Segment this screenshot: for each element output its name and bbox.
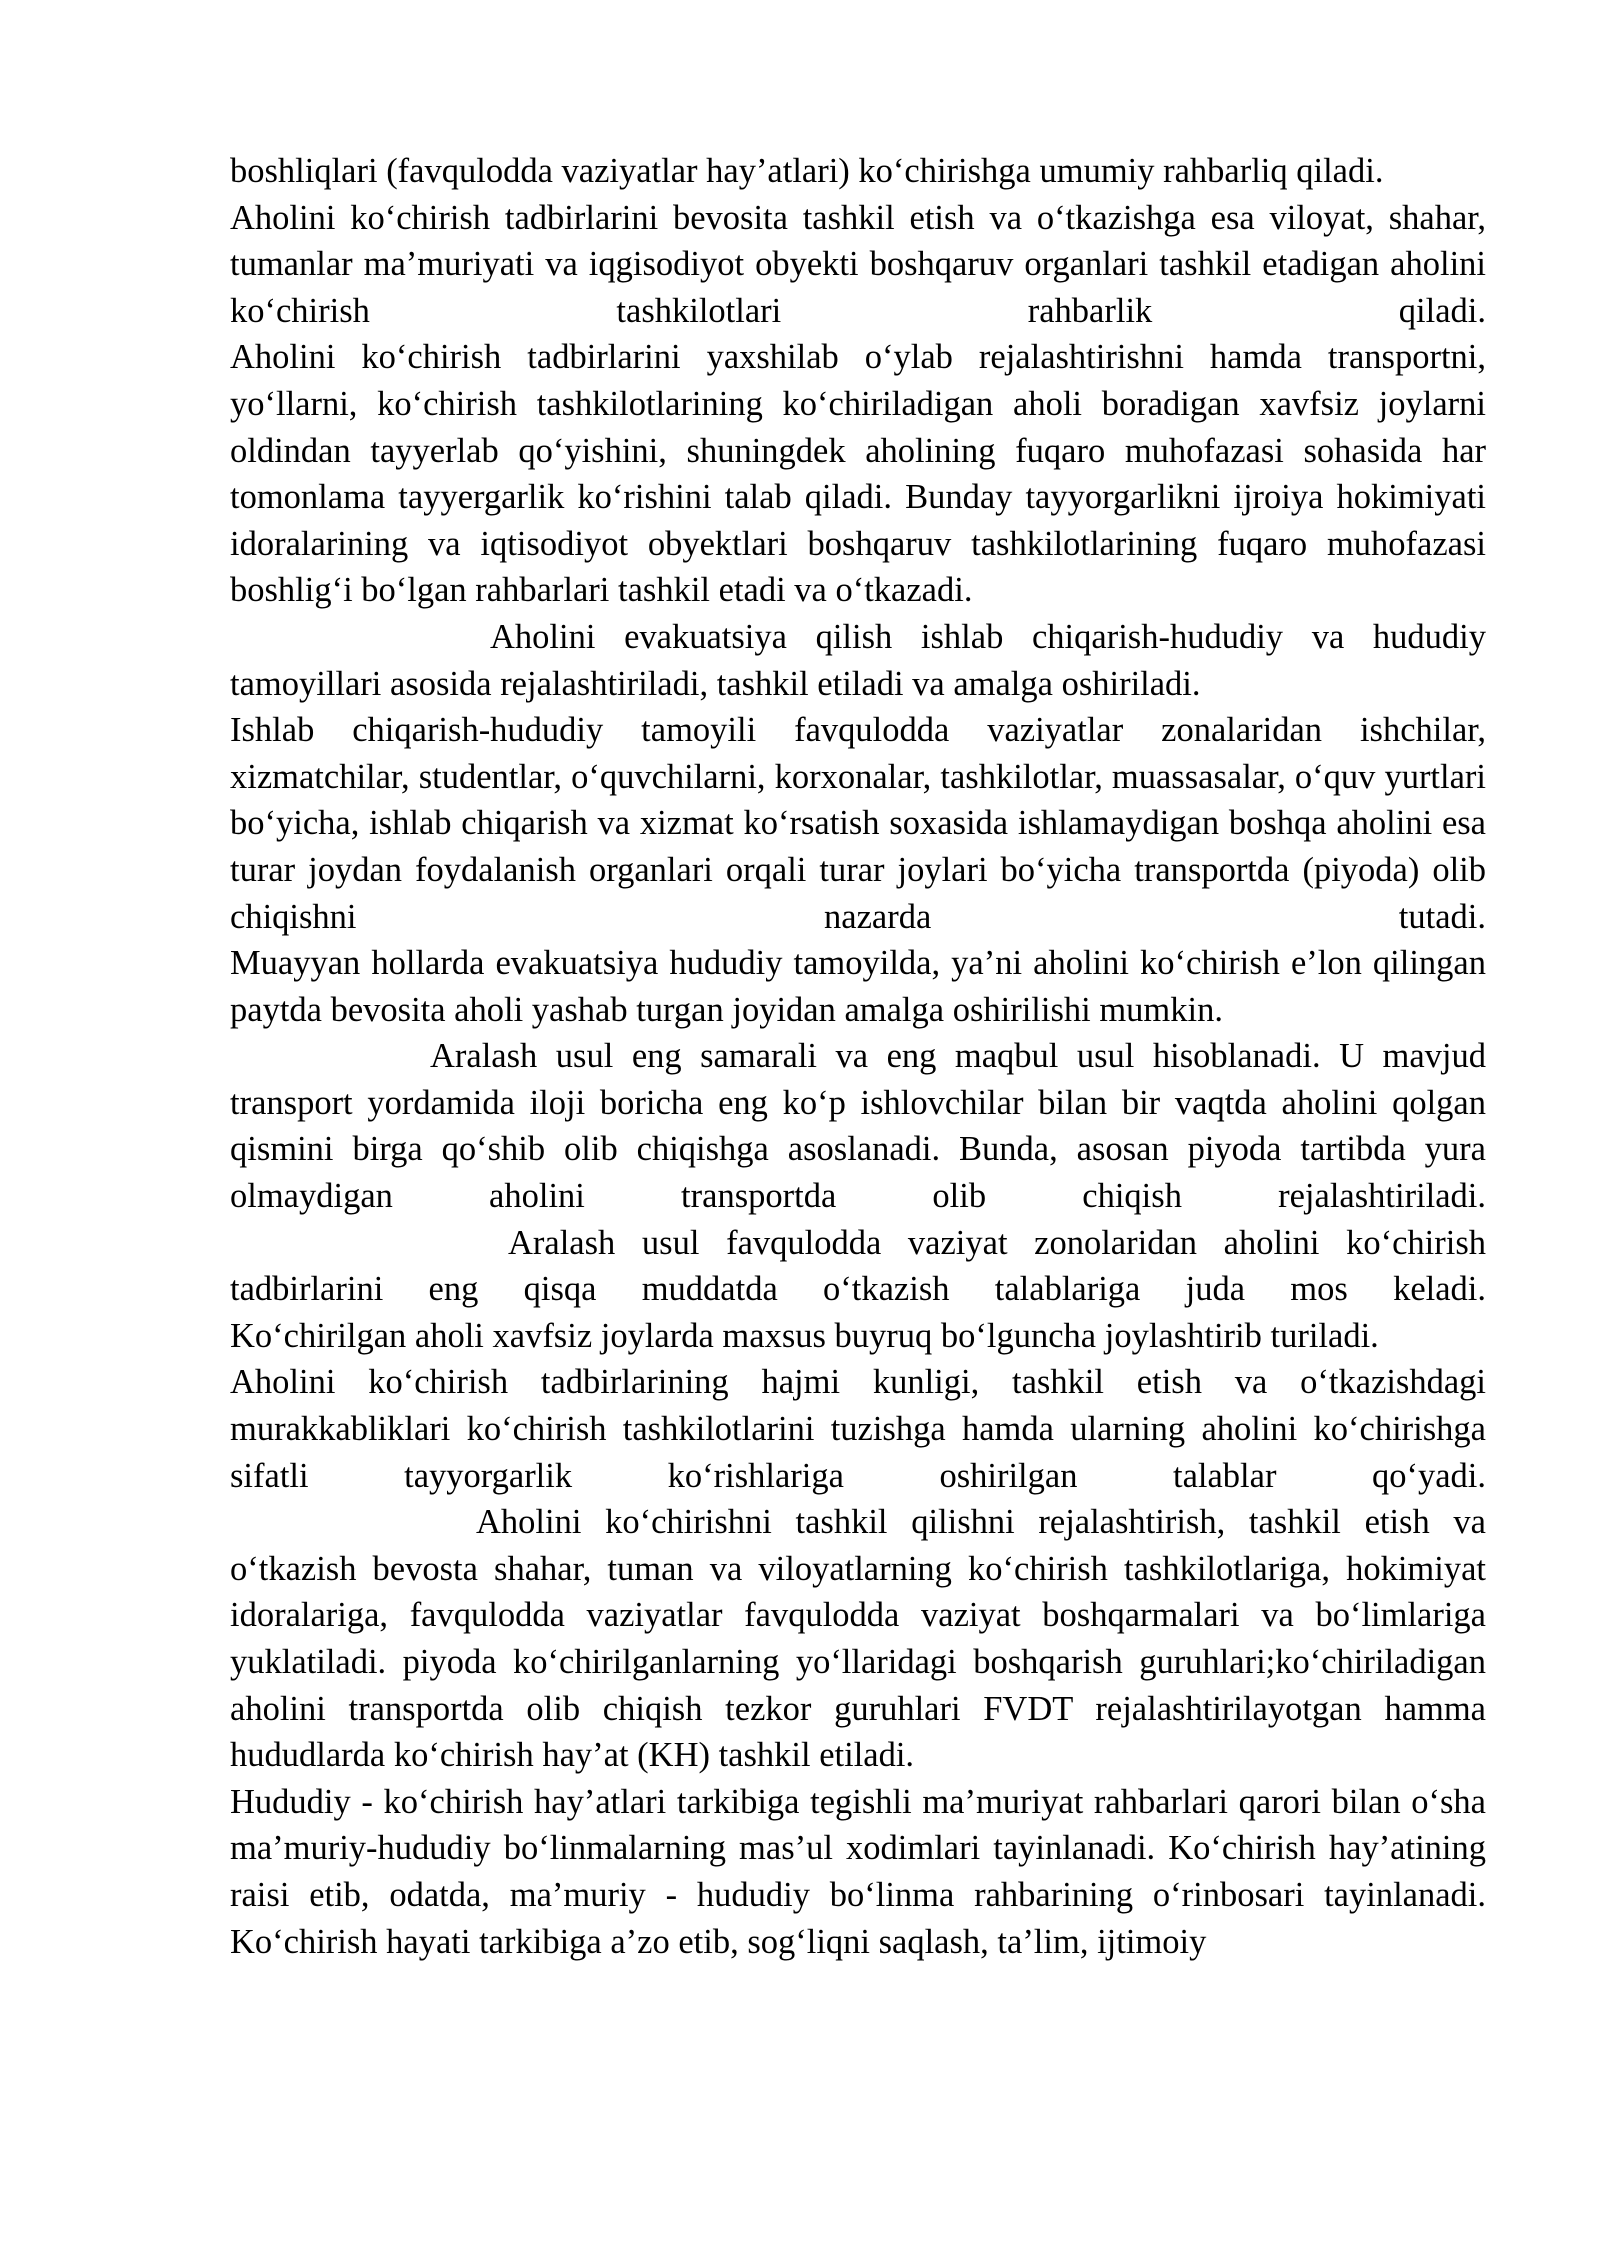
paragraph: Aholini ko‘chirish tadbirlarining hajmi kunligi, tashkil etish va o‘tkazishdagi murakkabliklari ko‘chirish tashkilotlarini tuzishga hamda ularning aholini ko‘chirishga sifatli tayyorgarlik ko‘rishlariga oshirilgan talablar qo‘yadi. — [230, 1363, 1486, 1495]
paragraph: Ishlab chiqarish-hududiy tamoyili favqulodda vaziyatlar zonalaridan ishchilar, xizmatchilar, studentlar, o‘quvchilarni, korxonalar, tashkilotlar, muassasalar, o‘quv yurtlari bo‘yicha, ishlab chiqarish va xizmat ko‘rsatish soxasida ishlamaydigan boshqa aholini esa turar joydan foydalanish organlari orqali turar joylari bo‘yicha transportda (piyoda) olib chiqishni nazarda tutadi. — [230, 711, 1486, 936]
paragraph: Ko‘chirilgan aholi xavfsiz joylarda maxsus buyruq bo‘lguncha joylashtirib turiladi. — [230, 1316, 1379, 1355]
paragraph: Aholini ko‘chirish tadbirlarini bevosita tashkil etish va o‘tkazishga esa viloyat, shahar, tumanlar ma’muriyati va iqgisodiyot obyekti boshqaruv organlari tashkil etadigan aholini ko‘chirish tashkilotlari rahbarlik qiladi. — [230, 198, 1486, 330]
paragraph: Aralash usul eng samarali va eng maqbul usul hisoblanadi. U mavjud transport yordamida iloji boricha eng ko‘p ishlovchilar bilan bir vaqtda aholini qolgan qismini birga qo‘shib olib chiqishga asoslanadi. Bunda, asosan piyoda tartibda yura olmaydigan aholini transportda olib chiqish rejalashtiriladi. — [230, 1037, 1486, 1216]
paragraph: Aholini evakuatsiya qilish ishlab chiqarish-hududiy va hududiy tamoyillari asosida rejalashtiriladi, tashkil etiladi va amalga oshiriladi. — [230, 617, 1486, 703]
paragraph: Aholini ko‘chirish tadbirlarini yaxshilab o‘ylab rejalashtirishni hamda transportni, yo‘llarni, ko‘chirish tashkilotlarining ko‘chiriladigan aholi boradigan xavfsiz joylarni oldindan tayyerlab qo‘yishini, shuningdek aholining fuqaro muhofazasi sohasida har tomonlama tayyergarlik ko‘rishini talab qiladi. Bunday tayyorgarlikni ijroiya hokimiyati idoralarining va iqtisodiyot obyektlari boshqaruv tashkilotlarining fuqaro muhofazasi boshlig‘i bo‘lgan rahbarlari tashkil etadi va o‘tkazadi. — [230, 338, 1486, 610]
paragraph: boshliqlari (favqulodda vaziyatlar hay’atlari) ko‘chirishga umumiy rahbarliq qiladi. — [230, 152, 1384, 190]
paragraph: Aholini ko‘chirishni tashkil qilishni rejalashtirish, tashkil etish va o‘tkazish bevosta shahar, tuman va viloyatlarning ko‘chirish tashkilotlariga, hokimiyat idoralariga, favqulodda vaziyatlar favqulodda vaziyat boshqarmalari va bo‘limlariga yuklatiladi. piyoda ko‘chirilganlarning yo‘llaridagi boshqarish guruhlari;ko‘chiriladigan aholini transportda olib chiqish tezkor guruhlari FVDT rejalashtirilayotgan hamma hududlarda ko‘chirish hay’at (KH) tashkil etiladi. — [230, 1503, 1486, 1775]
paragraph: Aralash usul favqulodda vaziyat zonolaridan aholini ko‘chirish tadbirlarini eng qisqa muddatda o‘tkazish talablariga juda mos keladi. — [230, 1223, 1486, 1309]
document-body — [230, 148, 1486, 1965]
paragraph: Muayyan hollarda evakuatsiya hududiy tamoyilda, ya’ni aholini ko‘chirish e’lon qilingan paytda bevosita aholi yashab turgan joyidan amalga oshirilishi mumkin. — [230, 944, 1486, 1029]
paragraph: Hududiy - ko‘chirish hay’atlari tarkibiga tegishli ma’muriyat rahbarlari qarori bilan o‘sha ma’muriy-hududiy bo‘linmalarning mas’ul xodimlari tayinlanadi. Ko‘chirish hay’atining raisi etib, odatda, ma’muriy - hududiy bo‘linma rahbarining o‘rinbosari tayinlanadi. Ko‘chirish hayati tarkibiga a’zo etib, sog‘liqni saqlash, ta’lim, ijtimoiy — [230, 1782, 1486, 1961]
